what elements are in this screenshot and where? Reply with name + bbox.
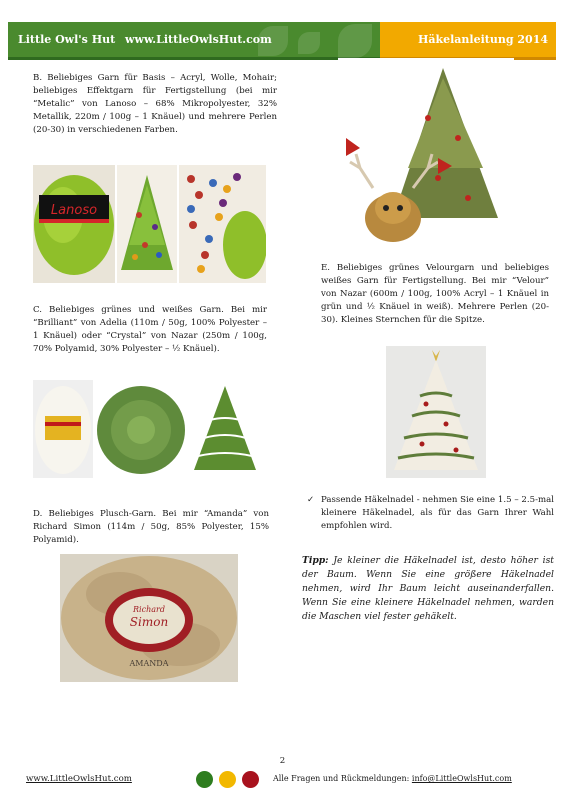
footer-dot-red [242, 771, 259, 788]
section-e-body: Beliebiges grünes Velourgarn und beliebiges weißes Garn für Fertigstellung. Bei mir “Velour” von Nazar (600m / 100g, 100% Acryl – 1 Knäuel in grün und ½ Knäuel in weiß). Mehrere Perlen (20-30). Kleines Sternchen für die Spitze. [321, 263, 550, 325]
header-gold-bar [380, 22, 556, 60]
header-site-link[interactable]: www.LittleOwlsHut.com [125, 33, 272, 46]
section-c-body: Beliebiges grünes und weißes Garn. Bei mir “Brilliant” von Adelia (110m / 50g, 100% Polyester – 1 Knäuel) oder “Crystal” von Nazar (250m / 100g, 70% Polyamid, 30% Polyester – ½ Knäuel). [33, 305, 268, 354]
section-b-label: B. [33, 73, 43, 83]
yarn-label-top: Richard [133, 605, 165, 614]
yarn-lanoso-photo [33, 165, 115, 283]
footer-contact-label: Alle Fragen und Rückmeldungen: [273, 774, 412, 783]
needle-check-text: Passende Häkelnadel - nehmen Sie eine 1.5 – 2.5-mal kleinere Häkelnadel, als für das Garn Ihrer Wahl empfohlen wird. [321, 495, 554, 531]
tree-green-white-photo [190, 380, 260, 478]
footer-contact [273, 774, 512, 783]
section-c-label: C. [33, 305, 43, 315]
footer-dot-green [196, 771, 213, 788]
tip-label: Tipp: [302, 555, 329, 566]
section-e-label: E. [321, 263, 331, 273]
page-header [8, 22, 556, 60]
leaf-decoration [298, 32, 320, 54]
yarn-green-ball-photo [95, 380, 187, 478]
reindeer-tree-photo [338, 58, 514, 248]
section-b-text [33, 72, 277, 137]
header-green-bar [8, 22, 380, 60]
yarn-label-brand: Simon [129, 615, 169, 629]
needle-check-item [309, 494, 554, 533]
tip-text: Je kleiner die Häkelnadel ist, desto höher ist der Baum. Wenn Sie eine größere Häkelnadel nehmen, wird Ihr Baum leicht auseinanderfallen. Wenn Sie eine kleinere Häkelnadel nehmen, warden die Maschen viel fester gehäkelt. [302, 555, 554, 622]
section-c-text [33, 304, 267, 356]
footer-site-link[interactable]: www.LittleOwlsHut.com [26, 774, 132, 784]
section-e-text [321, 262, 549, 327]
section-b-body: Beliebiges Garn für Basis – Acryl, Wolle, Mohair; beliebiges Effektgarn für Fertigstellung (bei mir “Metalic” von Lanoso – 68% Mikropolyester, 32% Metallik, 220m / 100g – 1 Knäuel) und mehrere Perlen (20-30) in verschiedenen Farben. [33, 73, 277, 135]
yarn-label-name: AMANDA [129, 659, 169, 668]
check-mark-icon: ✓ [307, 495, 315, 505]
yarn-brand-label: Lanoso [50, 203, 98, 218]
page-number: 2 [279, 756, 286, 766]
brand-name: Little Owl's Hut [18, 33, 116, 46]
tree-white-photo [386, 346, 486, 478]
beads-yarn-photo [179, 165, 266, 283]
document-title: Häkelanleitung 2014 [417, 33, 548, 46]
footer-email-link[interactable]: info@LittleOwlsHut.com [411, 774, 512, 783]
tip-paragraph [302, 554, 554, 624]
section-d-body: Beliebiges Plusch-Garn. Bei mir “Amanda” von Richard Simon (114m / 50g, 85% Polyester, 15% Polyamid). [33, 509, 269, 545]
yarn-amanda-photo [60, 554, 238, 682]
leaf-decoration [338, 24, 372, 58]
tree-green-photo [117, 165, 177, 283]
yarn-white-photo [33, 380, 93, 478]
section-d-label: D. [33, 509, 43, 519]
footer-dot-yellow [219, 771, 236, 788]
section-d-text [33, 508, 269, 547]
